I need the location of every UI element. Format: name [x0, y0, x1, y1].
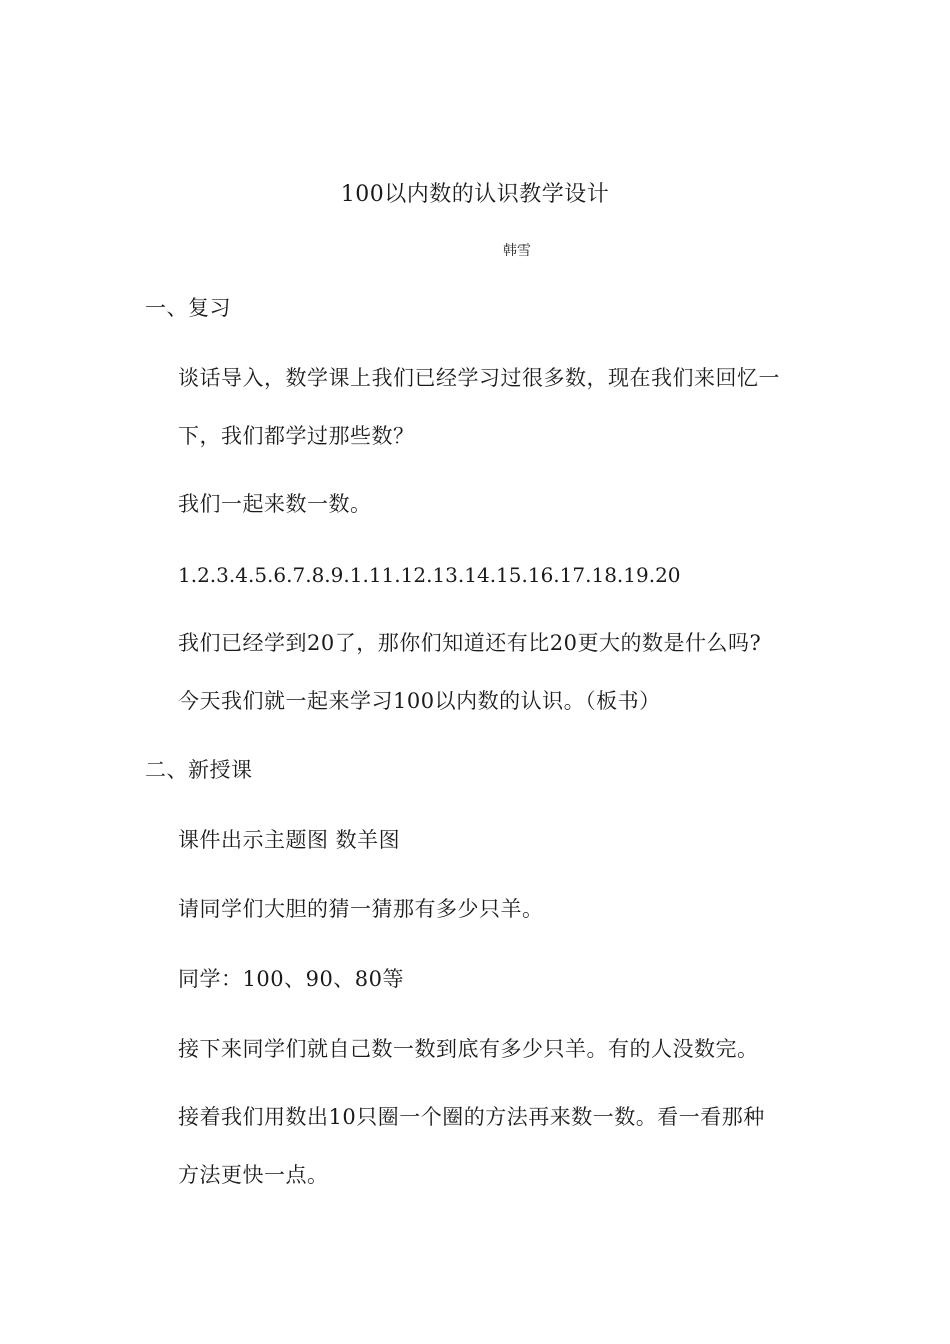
document-title: 100以内数的认识教学设计: [340, 182, 610, 207]
document-author: 韩雪: [503, 243, 531, 259]
section-heading-review: 一、复习: [145, 296, 231, 320]
paragraph: 接下来同学们就自己数一数到底有多少只羊。有的人没数完。: [178, 1037, 759, 1061]
paragraph: 课件出示主题图 数羊图: [178, 828, 401, 852]
section-heading-new-lesson: 二、新授课: [145, 758, 253, 782]
paragraph: 请同学们大胆的猜一猜那有多少只羊。: [178, 897, 544, 921]
number-sequence: 1.2.3.4.5.6.7.8.9.1.11.12.13.14.15.16.17.18.19.20: [178, 563, 681, 587]
paragraph: 我们一起来数一数。: [178, 492, 372, 516]
paragraph: 接着我们用数出10只圈一个圈的方法再来数一数。看一看那种: [178, 1105, 765, 1129]
paragraph: 同学：100、90、80等: [178, 967, 405, 991]
paragraph: 今天我们就一起来学习100以内数的认识。（板书）: [178, 689, 661, 713]
paragraph: 方法更快一点。: [178, 1163, 329, 1187]
paragraph: 我们已经学到20了，那你们知道还有比20更大的数是什么吗?: [178, 631, 762, 655]
paragraph: 谈话导入，数学课上我们已经学习过很多数，现在我们来回忆一: [178, 366, 780, 390]
paragraph: 下，我们都学过那些数？: [178, 424, 415, 448]
